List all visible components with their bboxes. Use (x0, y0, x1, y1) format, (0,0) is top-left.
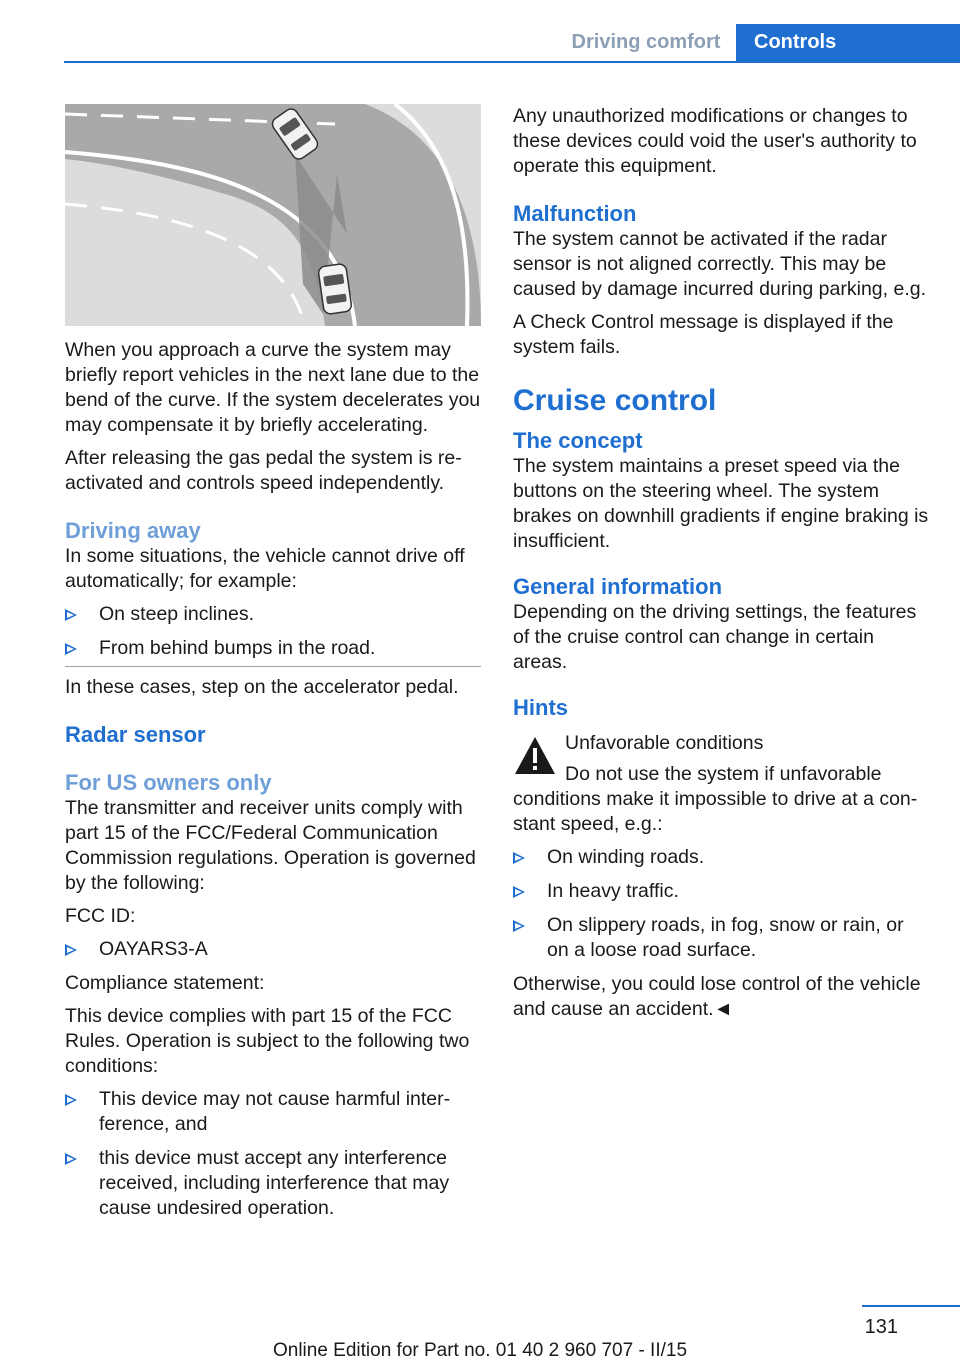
cruise-control-heading: Cruise control (513, 384, 717, 417)
compliance-label: Compliance statement: (65, 972, 265, 994)
compliance-text: This device complies with part 15 of the FCC Rules. Operation is subject to the following two conditions: (65, 1005, 470, 1077)
radar-paragraph: The transmitter and receiver units comply with part 15 of the FCC/Federal Communication Commission regulations. Operation is governed by the following: (65, 797, 476, 894)
hints-outro: Otherwise, you could lose control of the vehicle and cause an accident.◄ (513, 973, 921, 1020)
list-item: On steep inclines. (65, 602, 481, 627)
conditions-list (65, 1087, 481, 1221)
warning-text: Do not use the system if unfavorable conditions make it impossible to drive at a constant speed, e.g.: (513, 763, 918, 835)
page-number-rule (862, 1305, 960, 1307)
list-item: This device may not cause harmful interference, and (65, 1087, 481, 1137)
header-rule (64, 61, 960, 63)
header-chapter-tab: Controls (736, 24, 960, 61)
malfunction-paragraph-2: A Check Control message is displayed if the system fails. (513, 311, 894, 358)
modifications-paragraph: Any unauthorized modifications or changes to these devices could void the user's authority to operate this equipment. (513, 105, 917, 177)
list-item: From behind bumps in the road. (65, 636, 481, 661)
general-info-paragraph: Depending on the driving settings, the features of the cruise control can change in certain areas. (513, 601, 917, 673)
driving-away-list (65, 602, 481, 661)
driving-away-heading: Driving away (65, 518, 201, 543)
right-column (513, 104, 929, 1030)
triangle-bullet-icon (513, 920, 525, 932)
list-separator (65, 666, 481, 667)
fcc-label: FCC ID: (65, 905, 136, 927)
hints-list (513, 845, 929, 963)
triangle-bullet-icon (513, 886, 525, 898)
radar-heading: Radar sensor (65, 722, 206, 747)
warning-title: Unfavorable conditions (565, 732, 764, 754)
list-item: On slippery roads, in fog, snow or rain, or on a loose road surface. (513, 913, 929, 963)
driving-away-intro: In some situations, the vehicle cannot drive off automatically; for example: (65, 545, 465, 592)
fcc-list (65, 937, 481, 962)
triangle-bullet-icon (513, 852, 525, 864)
page-number: 131 (864, 1316, 898, 1338)
triangle-bullet-icon (65, 643, 77, 655)
list-item: this device must accept any interference received, including interference that may cause undesired operation. (65, 1146, 481, 1221)
left-column (65, 104, 481, 1230)
caption-paragraph-2: After releasing the gas pedal the system is reactivated and controls speed independently. (65, 447, 462, 494)
header-section-tab: Driving comfort (571, 31, 721, 53)
us-owners-heading: For US owners only (65, 770, 272, 795)
malfunction-heading: Malfunction (513, 201, 637, 226)
list-item: OAYARS3-A (65, 937, 481, 962)
list-item: In heavy traffic. (513, 879, 929, 904)
triangle-bullet-icon (65, 609, 77, 621)
curve-illustration (65, 104, 481, 326)
list-item: On winding roads. (513, 845, 929, 870)
malfunction-paragraph-1: The system cannot be activated if the radar sensor is not aligned correctly. This may be caused by damage incurred during parking, e.g. (513, 228, 927, 300)
footer-edition: Online Edition for Part no. 01 40 2 960 707 - II/15 (272, 1340, 688, 1361)
triangle-bullet-icon (65, 1153, 77, 1165)
concept-paragraph: The system maintains a preset speed via the buttons on the steering wheel. The system brakes on downhill gradients if engine braking is insufficient. (513, 455, 929, 552)
general-info-heading: General information (513, 574, 723, 599)
warning-triangle-icon (513, 734, 557, 778)
triangle-bullet-icon (65, 944, 77, 956)
hints-heading: Hints (513, 695, 568, 720)
caption-paragraph-1: When you approach a curve the system may briefly report vehicles in the next lane due to the bend of the curve. If the system decelerates you may compensate it by briefly accelerating. (65, 339, 481, 436)
driving-away-outro: In these cases, step on the accelerator pedal. (65, 676, 459, 698)
concept-heading: The concept (513, 428, 643, 453)
warning-block (513, 731, 929, 837)
triangle-bullet-icon (65, 1094, 77, 1106)
